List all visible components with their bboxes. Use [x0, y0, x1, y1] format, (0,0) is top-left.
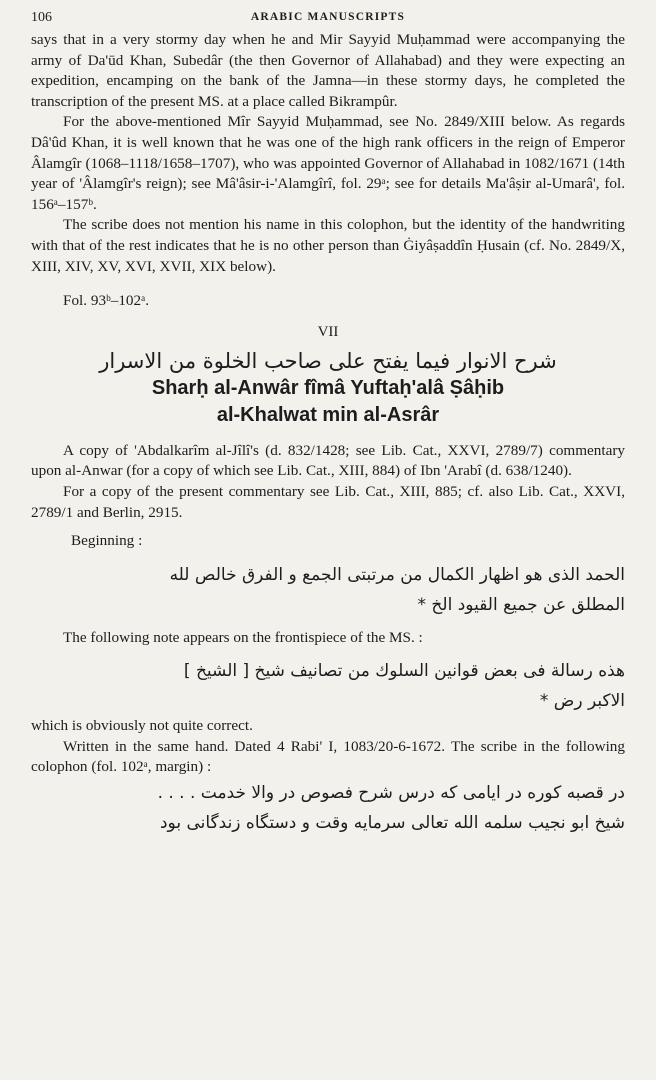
- frontispiece-note-label: The following note appears on the frontispiece of the MS. :: [63, 628, 423, 646]
- paragraph-colophon-account: says that in a very stormy day when he and Mir Sayyid Muḥammad were accompanying the army of Da'ūd Khan, Subedâr (the then Governor of Allahabad) and they were expecting an expedition, encamping on the bank of the Jamna—in these stormy days, he completed the transcription of the present MS. at a place called Bikrampûr.: [31, 31, 625, 110]
- beginning-label: Beginning :: [71, 532, 143, 550]
- section-number: VII: [317, 323, 339, 340]
- arabic-beginning-line2: المطلق عن جميع القيود الخ *: [417, 594, 625, 615]
- paragraph-scribe-identity: The scribe does not mention his name in this colophon, but the identity of the handwriting with that of the rest indicates that he is no other person than Ġiyâṣaddîn Ḥusain (cf. No. 2849/X, XIII, XIV, XV, XVI, XVII, XIX below).: [31, 216, 625, 275]
- title-transliteration-line1: Sharḥ al-Anwâr fîmâ Yuftaḥ'alâ Ṣâḥib: [151, 376, 505, 399]
- paragraph-present-commentary: For a copy of the present commentary see Lib. Cat., XIII, 885; cf. also Lib. Cat., XXVI, 2789/1 and Berlin, 2915.: [31, 482, 625, 521]
- arabic-colophon-line1: در قصبه كوره در ايامى كه درس شرح فصوص در والا خدمت . . . .: [157, 783, 625, 804]
- paragraph-mir-sayyid: For the above-mentioned Mîr Sayyid Muḥammad, see No. 2849/XIII below. As regards Dâ'ûd Khan, it is well known that he was one of the high rank officers in the reign of Emperor Âlamgîr (1068–1118/1658–1707), who was appointed Governor of Allahabad in 1082/1671 (14th year of 'Âlamgîr's reign); see Mâ'âsir-i-'Alamgîrî, fol. 29ᵃ; see for details Ma'âṣir al-Umarâ', fol. 156ᵃ–157ᵇ.: [31, 113, 625, 213]
- paragraph-copy-description: A copy of 'Abdalkarîm al-Jîlî's (d. 832/1428; see Lib. Cat., XXVI, 2789/7) commentary upon al-Anwar (for a copy of which see Lib. Cat., XIII, 884) of Ibn 'Arabî (d. 638/1240).: [31, 441, 625, 480]
- paragraph-written-same-hand: Written in the same hand. Dated 4 Rabi' I, 1083/20-6-1672. The scribe in the following colophon (fol. 102ᵃ, margin) :: [31, 737, 625, 776]
- arabic-beginning-line1: الحمد الذى هو اظهار الكمال من مرتبتى الجمع و الفرق خالص لله: [169, 564, 625, 585]
- arabic-colophon-line2: شيخ ابو نجيب سلمه الله تعالى سرمايه وقت و دستگاه زندگانى بود: [159, 813, 625, 834]
- page-number: 106: [31, 10, 52, 25]
- folio-range: Fol. 93ᵇ–102ᵃ.: [63, 292, 150, 310]
- running-head: ARABIC MANUSCRIPTS: [250, 11, 406, 23]
- title-transliteration-line2: al-Khalwat min al-Asrâr: [216, 403, 440, 426]
- arabic-note-line2: الاكبر رض *: [539, 691, 625, 712]
- page-header: [31, 8, 625, 30]
- arabic-title: شرح الانوار فيما يفتح على صاحب الخلوة من الاسرار: [99, 348, 557, 373]
- note-comment: which is obviously not quite correct.: [31, 717, 253, 735]
- arabic-note-line1: هذه رسالة فى بعض قوانين السلوك من تصانيف شيخ [ الشيخ ]: [183, 661, 625, 682]
